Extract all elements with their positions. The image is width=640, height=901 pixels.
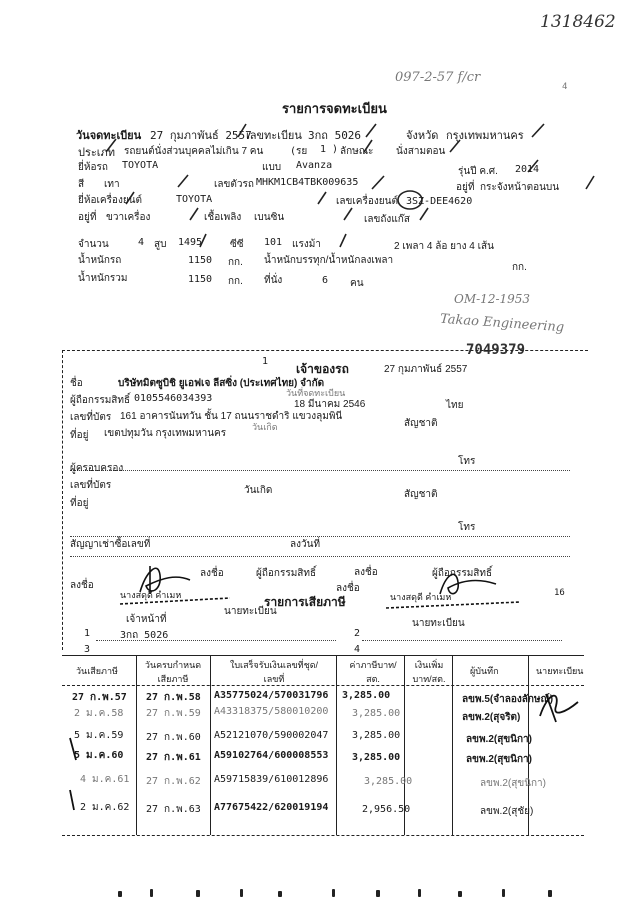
model: Avanza — [296, 160, 333, 171]
owner-birth-label: วันเกิด — [252, 422, 278, 432]
tax-due-date: 27 ก.พ.63 — [146, 804, 201, 815]
engine-brand-label: ยี่ห้อเครื่องยนต์ — [78, 195, 143, 206]
tax-section-title: รายการเสียภาษี — [264, 595, 346, 609]
seats: 6 — [322, 275, 329, 286]
province: กรุงเทพมหานคร — [446, 130, 524, 142]
chassis-number: MHKM1CB4TBK009635 — [256, 177, 359, 188]
owner-name: บริษัทมิตซูบิชิ ยูเอฟเจ ลีสซิ่ง (ประเทศไทย) จำกัด — [118, 378, 325, 389]
possessor-birth-label: วันเกิด — [244, 485, 273, 496]
horsepower-unit: แรงม้า — [292, 239, 321, 250]
tax-due-date: 27 ก.พ.61 — [146, 752, 201, 763]
owner-role-label: ผู้ถือกรรมสิทธิ์ — [432, 568, 493, 579]
engine-brand: TOYOTA — [176, 194, 213, 205]
weight: 1150 — [188, 255, 213, 266]
brand: TOYOTA — [122, 160, 159, 171]
tax-amount: 3,285.00 — [352, 752, 401, 763]
registrar-sign-label-2: ลงชื่อ — [354, 567, 378, 578]
load-label: น้ำหนักบรรทุก/น้ำหนักลงเพลา — [264, 255, 394, 266]
body-style: นั่งสามตอน — [396, 146, 446, 157]
tax-ref-num-2: 2 — [354, 628, 361, 639]
tax-amount: 2,956.50 — [362, 804, 411, 815]
model-label: แบบ — [262, 162, 282, 173]
stamp-company: Takao Engineering — [439, 311, 565, 336]
officer-sign-label: ลงชื่อ — [70, 580, 94, 591]
tax-due-date: 27 ก.พ.59 — [146, 708, 201, 719]
registrar-role: นายทะเบียน — [412, 618, 465, 629]
ro-value: 1 ) — [320, 144, 339, 155]
gross-weight-unit: กก. — [228, 276, 243, 287]
tax-ref-plate-1: 3กถ 5026 — [120, 630, 169, 641]
tax-ref-num-3: 3 — [84, 644, 91, 655]
tax-receipt: A35775024/570031796 — [214, 690, 329, 701]
stamp-date: OM-12-1953 — [454, 292, 531, 306]
corner-number: 1318462 — [540, 12, 616, 32]
tax-recorder: ลขพ.2(สุชัย) — [480, 806, 534, 817]
engine-location: ขวาเครื่อง — [106, 212, 151, 223]
registrar-sign-label: ลงชื่อ — [336, 583, 360, 594]
possessor-nationality-label: สัญชาติ — [404, 489, 438, 500]
tax-due-date: 27 ก.พ.60 — [146, 732, 201, 743]
document-title: รายการจดทะเบียน — [282, 101, 387, 116]
possessor-address-label: ที่อยู่ — [70, 498, 89, 509]
tax-due-date: 27 ก.พ.62 — [146, 776, 201, 787]
axles-wheels-tires: 2 เพลา 4 ล้อ ยาง 4 เส้น — [394, 241, 494, 252]
plate-label: เลขทะเบียน — [246, 130, 302, 142]
owner-nationality-label: สัญชาติ — [404, 418, 438, 429]
owner-date: 27 กุมภาพันธ์ 2557 — [384, 364, 468, 375]
vehicle-type: รถยนต์นั่งส่วนบุคคลไม่เกิน 7 คน — [124, 146, 264, 157]
tax-amount: 3,285.00 — [352, 730, 401, 741]
tax-amount: 3,285.00 — [364, 776, 413, 787]
col-header-receipt: ใบเสร็จรับเงินเลขที่ชุด/เลขที่ — [229, 660, 319, 684]
owner-address-line2: เขตปทุมวัน กรุงเทพมหานคร — [104, 428, 227, 439]
lease-number-label: สัญญาเช่าซื้อเลขที่ — [70, 539, 151, 550]
tax-paid-date: 2 ม.ค.58 — [74, 708, 124, 719]
ownership-id-label: ผู้ถือกรรมสิทธิ์ — [70, 395, 131, 406]
tax-recorder: ลขพ.2(สุจริต) — [462, 712, 521, 723]
chassis-location-label: อยู่ที่ — [456, 182, 475, 193]
side-number: 16 — [554, 588, 565, 598]
gross-weight: 1150 — [188, 274, 213, 285]
engine-location-label: อยู่ที่ — [78, 212, 97, 223]
engine-number: 3SZ-DEE4620 — [406, 196, 473, 207]
owner-role-label-2: ผู้ถือกรรมสิทธิ์ — [256, 568, 317, 579]
type-label: ประเภท — [78, 147, 116, 159]
tax-due-date: 27 ก.พ.58 — [146, 692, 201, 703]
owner-reg-date-label: วันที่จดทะเบียน — [286, 388, 346, 398]
col-header-surcharge: เงินเพิ่มบาท/สต. — [412, 660, 446, 684]
gross-weight-label: น้ำหนักรวม — [78, 273, 128, 284]
possessor-phone-label: โทร — [458, 522, 476, 533]
tax-recorder: ลขพ.2(สุขนิกา) — [466, 754, 533, 765]
load-unit: กก. — [512, 262, 527, 273]
owner-address-label: ที่อยู่ — [70, 430, 89, 441]
tax-paid-date: 27 ก.พ.57 — [72, 692, 127, 703]
tax-receipt: A52121070/590002047 — [214, 730, 329, 741]
officer-name: นางสดุดี คำเมห — [120, 590, 182, 600]
weight-unit: กก. — [228, 257, 243, 268]
plate-number: 3กถ 5026 — [308, 129, 362, 142]
owner-section-title: เจ้าของรถ — [296, 362, 349, 376]
tax-amount: 3,285.00 — [342, 690, 391, 701]
brand-label: ยี่ห้อรถ — [78, 162, 108, 173]
cc: 1495 — [178, 237, 203, 248]
engine-number-label: เลขเครื่องยนต์ — [336, 196, 398, 207]
tax-paid-date: 4 ม.ค.61 — [80, 774, 130, 785]
reg-date: 27 กุมภาพันธ์ 2557 — [150, 129, 252, 142]
tax-ref-num-1: 1 — [84, 628, 91, 639]
stamp-number: 7049379 — [466, 342, 526, 358]
col-header-due-date: วันครบกำหนดเสียภาษี — [144, 660, 202, 684]
tax-amount: 3,285.00 — [352, 708, 401, 719]
tax-receipt: A59715839/610012896 — [214, 774, 329, 785]
weight-label: น้ำหนักรถ — [78, 255, 122, 266]
page-number: 4 — [562, 82, 568, 92]
lease-date-label: ลงวันที่ — [290, 539, 321, 550]
tax-ref-num-4: 4 — [354, 644, 361, 655]
tax-paid-date: 5 ม.ค.60 — [74, 750, 124, 761]
handwritten-reference: 097-2-57 f/cr — [395, 70, 481, 85]
model-year: 2014 — [515, 164, 540, 175]
col-header-recorder: ผู้บันทึก — [470, 666, 499, 676]
col-header-tax-amount: ค่าภาษีบาท/สต. — [349, 660, 397, 684]
owner-sequence: 1 — [262, 356, 269, 367]
owner-reg-date: 18 มีนาคม 2546 — [294, 399, 366, 410]
tax-paid-date: 5 ม.ค.59 — [74, 730, 124, 741]
tax-receipt: A77675422/620019194 — [214, 802, 329, 813]
owner-phone-label: โทร — [458, 456, 476, 467]
province-label: จังหวัด — [406, 130, 439, 142]
horsepower: 101 — [264, 237, 283, 248]
tax-recorder: ลขพ.5(จำลองลักษณ์) — [462, 694, 554, 705]
seats-label: ที่นั่ง — [264, 275, 283, 286]
cylinder-unit: สูบ — [154, 239, 167, 250]
chassis-location: กระจังหน้าตอนบน — [480, 182, 560, 193]
owner-id-card-label: เลขที่บัตร — [70, 412, 112, 423]
tax-recorder: ลขพ.2(สุขนิกา) — [466, 734, 533, 745]
tax-receipt: A43318375/580010200 — [214, 706, 329, 717]
reg-date-label: วันจดทะเบียน — [76, 130, 142, 142]
color-label: สี — [78, 179, 85, 190]
possessor-id-card-label: เลขที่บัตร — [70, 480, 112, 491]
officer-title: นายทะเบียน — [224, 606, 277, 617]
owner-nationality: ไทย — [446, 400, 464, 411]
owner-name-label: ชื่อ — [70, 378, 83, 389]
col-header-registrar: นายทะเบียน — [536, 666, 584, 676]
body-label: ลักษณะ — [340, 146, 374, 157]
fuel: เบนซิน — [254, 212, 285, 223]
cc-unit: ซีซี — [230, 239, 244, 250]
tax-recorder: ลขพ.2(สุขนิกา) — [480, 778, 547, 789]
ownership-id: 0105546034393 — [134, 393, 213, 404]
officer-role: เจ้าหน้าที่ — [126, 614, 167, 625]
model-year-label: รุ่นปี ค.ศ. — [458, 166, 498, 177]
gas-tank-label: เลขถังแก๊ส — [364, 214, 410, 225]
ro-label: (รย — [290, 146, 308, 157]
registrar-name: นางสดุดี คำเมห — [390, 592, 452, 602]
officer-sign-label-2: ลงชื่อ — [200, 568, 224, 579]
tax-paid-date: 2 ม.ค.62 — [80, 802, 130, 813]
fuel-label: เชื้อเพลิง — [204, 212, 242, 223]
color: เทา — [104, 179, 120, 190]
cylinders: 4 — [138, 237, 145, 248]
col-header-paid-date: วันเสียภาษี — [76, 666, 118, 676]
tax-receipt: A59102764/600008553 — [214, 750, 329, 761]
chassis-label: เลขตัวรถ — [214, 179, 254, 190]
owner-address-line1: 161 อาคารนันทวัน ชั้น 17 ถนนราชดำริ แขวงลุมพินี — [120, 411, 343, 422]
seats-unit: คน — [350, 278, 364, 289]
possessor-label: ผู้ครอบครอง — [70, 463, 124, 474]
cylinders-label: จำนวน — [78, 239, 109, 250]
